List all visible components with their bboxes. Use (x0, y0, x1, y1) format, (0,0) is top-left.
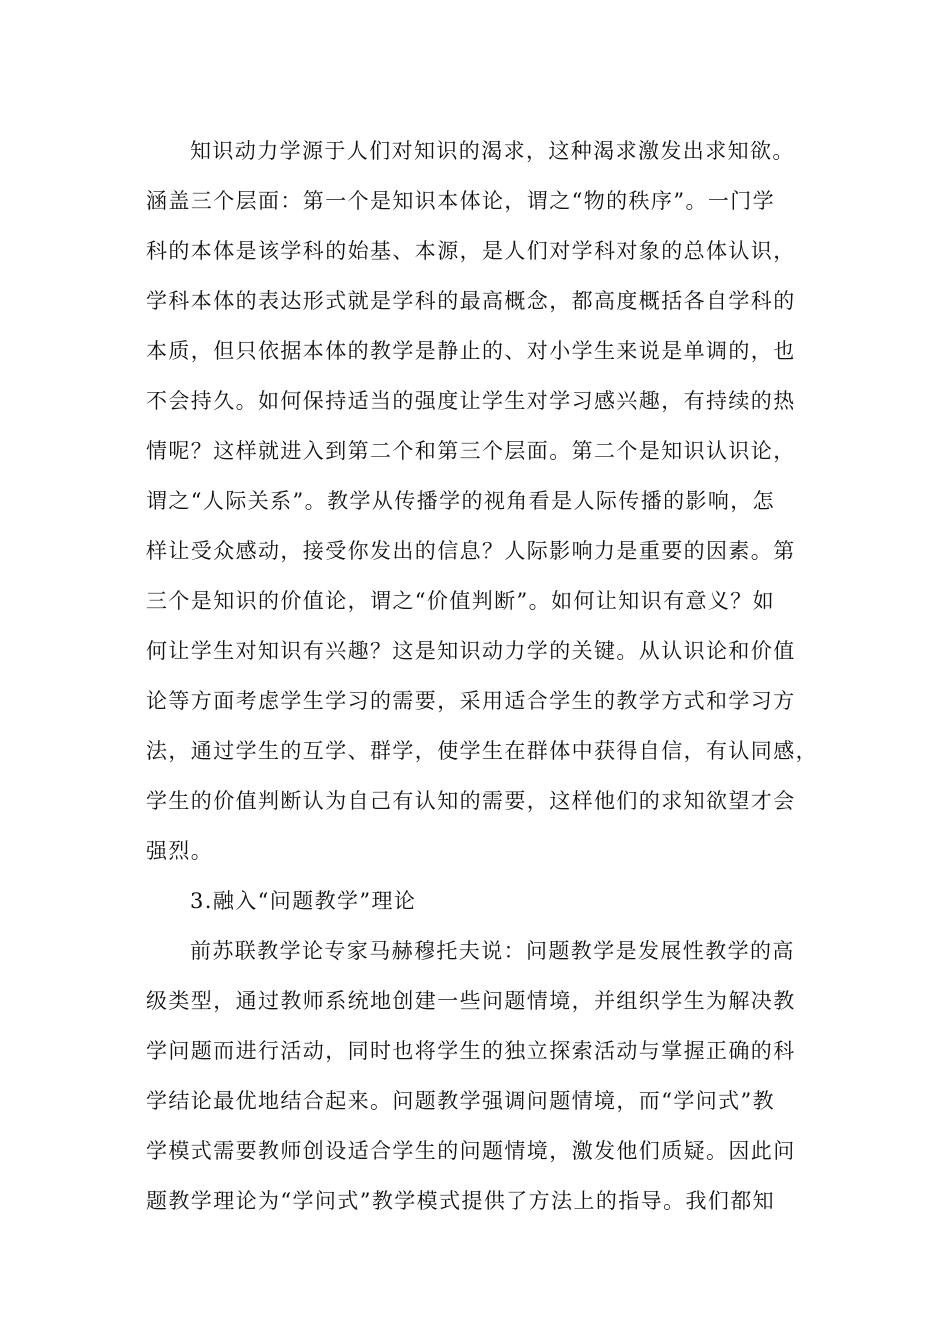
paragraph-1-line-2: 涵盖三个层面：第一个是知识本体论，谓之“物的秩序”。一门学 (146, 189, 776, 213)
paragraph-2-line-2: 级类型，通过教师系统地创建一些问题情境，并组织学生为解决教 (146, 989, 796, 1013)
paragraph-1-line-9: 样让受众感动，接受你发出的信息？人际影响力是重要的因素。第 (146, 539, 796, 563)
paragraph-1-line-8: 谓之“人际关系”。教学从传播学的视角看是人际传播的影响，怎 (146, 489, 776, 513)
paragraph-2-line-5: 学模式需要教师创设适合学生的问题情境，激发他们质疑。因此问 (146, 1139, 796, 1163)
paragraph-1-line-3: 科的本体是该学科的始基、本源，是人们对学科对象的总体认识， (146, 239, 796, 263)
paragraph-2-line-3: 学问题而进行活动，同时也将学生的独立探索活动与掌握正确的科 (146, 1039, 796, 1063)
paragraph-2-line-4: 学结论最优地结合起来。问题教学强调问题情境，而“学问式”教 (146, 1089, 776, 1113)
paragraph-1-line-5: 本质，但只依据本体的教学是静止的、对小学生来说是单调的，也 (146, 339, 796, 363)
section-heading: 3.融入“问题教学”理论 (190, 889, 417, 913)
paragraph-1-line-6: 不会持久。如何保持适当的强度让学生对学习感兴趣，有持续的热 (146, 389, 796, 413)
paragraph-2-line-6: 题教学理论为“学问式”教学模式提供了方法上的指导。我们都知 (146, 1189, 776, 1213)
paragraph-2-line-1: 前苏联教学论专家马赫穆托夫说：问题教学是发展性教学的高 (190, 939, 795, 963)
paragraph-1-line-15: 强烈。 (146, 839, 214, 863)
paragraph-1-line-1: 知识动力学源于人们对知识的渴求，这种渴求激发出求知欲。 (190, 139, 795, 163)
paragraph-1-line-11: 何让学生对知识有兴趣？这是知识动力学的关键。从认识论和价值 (146, 639, 796, 663)
paragraph-1-line-12: 论等方面考虑学生学习的需要，采用适合学生的教学方式和学习方 (146, 689, 796, 713)
paragraph-1-line-7: 情呢？这样就进入到第二个和第三个层面。第二个是知识认识论， (146, 439, 796, 463)
paragraph-1-line-10: 三个是知识的价值论，谓之“价值判断”。如何让知识有意义？如 (146, 589, 776, 613)
paragraph-1-line-14: 学生的价值判断认为自己有认知的需要，这样他们的求知欲望才会 (146, 789, 796, 813)
paragraph-1-line-4: 学科本体的表达形式就是学科的最高概念，都高度概括各自学科的 (146, 289, 796, 313)
paragraph-1-line-13: 法，通过学生的互学、群学，使学生在群体中获得自信，有认同感， (146, 739, 818, 763)
